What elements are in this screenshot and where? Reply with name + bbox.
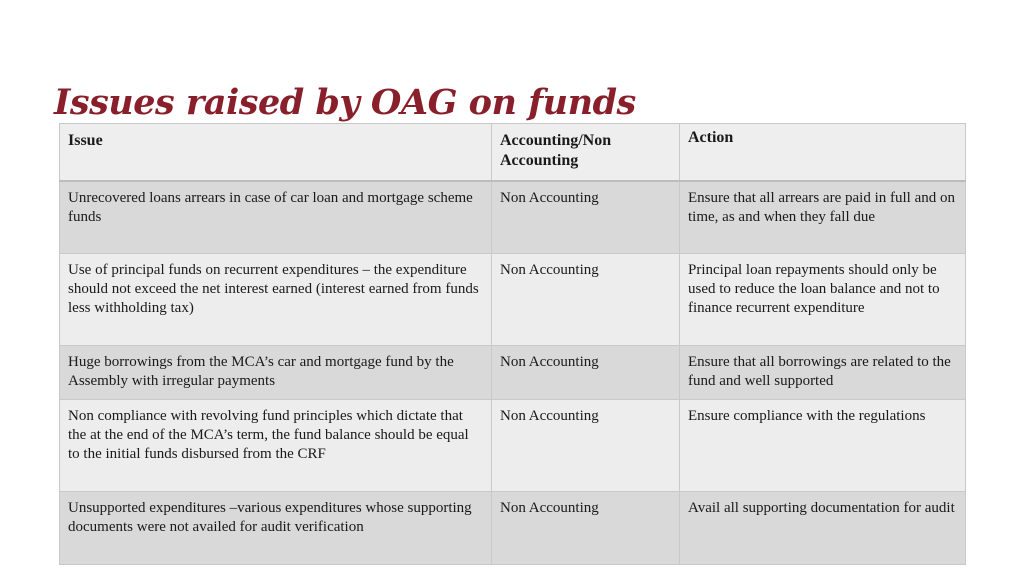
cell-issue: Use of principal funds on recurrent expenditures – the expenditure should not exceed the net interest earned (interest earned from funds less withholding tax) [60, 254, 492, 346]
cell-issue: Unsupported expenditures –various expenditures whose supporting documents were not availed for audit verification [60, 492, 492, 565]
table-row [60, 181, 966, 254]
table-row [60, 346, 966, 400]
cell-accounting: Non Accounting [492, 181, 680, 254]
cell-action: Principal loan repayments should only be used to reduce the loan balance and not to finance recurrent expenditure [680, 254, 966, 346]
cell-action: Avail all supporting documentation for audit [680, 492, 966, 565]
cell-accounting: Non Accounting [492, 254, 680, 346]
cell-accounting: Non Accounting [492, 346, 680, 400]
cell-issue: Non compliance with revolving fund principles which dictate that the at the end of the MCA’s term, the fund balance should be equal to the initial funds disbursed from the CRF [60, 400, 492, 492]
header-action: Action [680, 124, 966, 181]
cell-action: Ensure that all borrowings are related to the fund and well supported [680, 346, 966, 400]
cell-issue: Unrecovered loans arrears in case of car loan and mortgage scheme funds [60, 181, 492, 254]
cell-accounting: Non Accounting [492, 400, 680, 492]
slide-title: Issues raised by OAG on funds [54, 82, 636, 123]
table-row [60, 492, 966, 565]
cell-action: Ensure that all arrears are paid in full and on time, as and when they fall due [680, 181, 966, 254]
header-issue: Issue [60, 124, 492, 181]
table-row [60, 400, 966, 492]
cell-issue: Huge borrowings from the MCA’s car and mortgage fund by the Assembly with irregular payments [60, 346, 492, 400]
header-accounting: Accounting/Non Accounting [492, 124, 680, 181]
cell-action: Ensure compliance with the regulations [680, 400, 966, 492]
cell-accounting: Non Accounting [492, 492, 680, 565]
table-row [60, 254, 966, 346]
issues-table [59, 123, 966, 565]
table-header-row [60, 124, 966, 181]
